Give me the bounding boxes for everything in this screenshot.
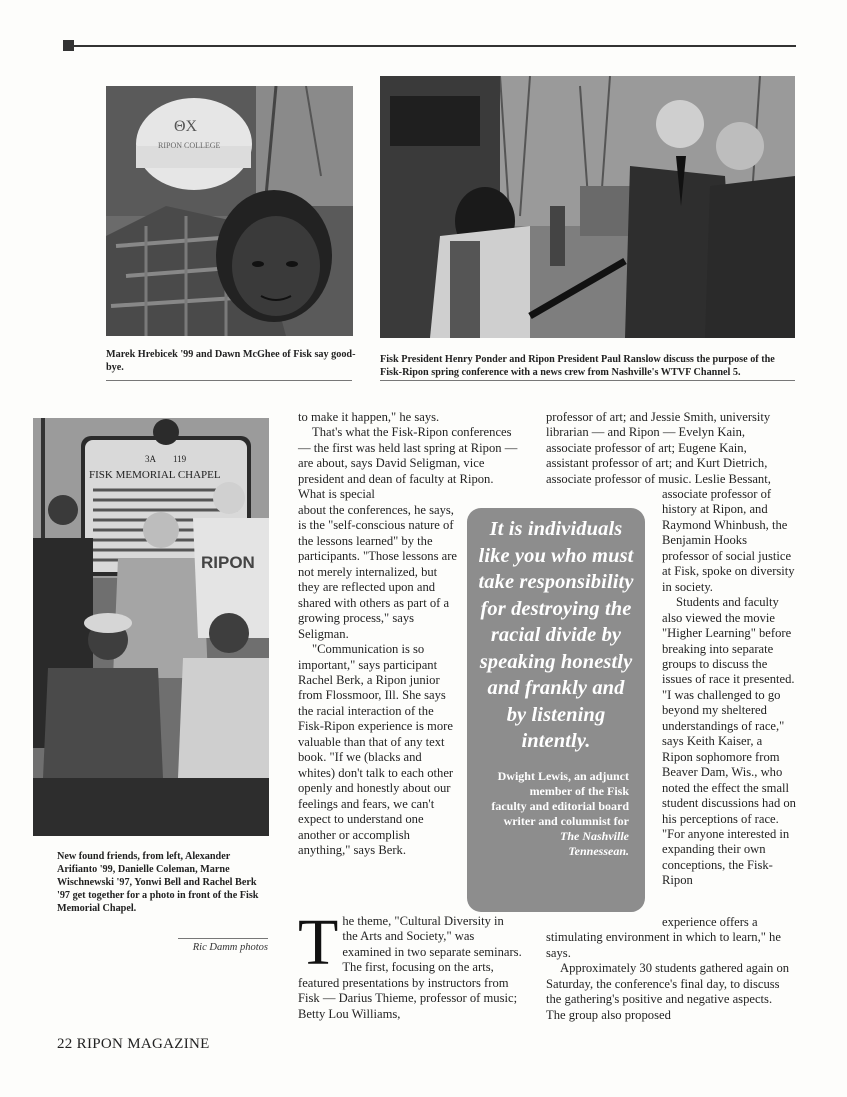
pull-quote-text: It is individuals like you who must take responsibility for destroying the racial divide by speaking honestly and frankly and by listening intently. bbox=[478, 518, 634, 752]
photo-hug bbox=[106, 86, 353, 336]
pull-quote-attribution bbox=[477, 769, 635, 859]
paragraph: That's what the Fisk-Ripon conferences — the first was held last spring at Ripon — are about, says David Seligman, vice president and dean of faculty at Ripon. What is special bbox=[298, 425, 518, 502]
attribution-publication: The Nashville bbox=[560, 828, 629, 843]
photo-group bbox=[33, 418, 269, 836]
photo-group-image bbox=[33, 418, 269, 836]
photo-presidents-image bbox=[380, 76, 795, 338]
attribution-line: faculty and editorial board bbox=[491, 798, 629, 813]
paragraph: about the conferences, he says, is the "self-conscious nature of the lessons learned" by the participants. "Those lessons are not merely internalized, but they are reflected upon and shared with others as part of a growing process," says Seligman. bbox=[298, 503, 458, 641]
drop-cap: T bbox=[298, 906, 339, 979]
paragraph: associate professor of history at Ripon, and Raymond Whinbush, the Benjamin Hooks professor of social justice at Fisk, spoke on diversity in society. bbox=[662, 487, 795, 594]
attribution-line: Dwight Lewis, an adjunct bbox=[497, 768, 629, 783]
paragraph: professor of art; and Jessie Smith, university librarian — and Ripon — Evelyn Kain, associate professor of art; Eugene Kain, assistant professor of art; and Kurt Dietrich, associate professor of music. Leslie Bessant, bbox=[546, 410, 771, 486]
caption-presidents: Fisk President Henry Ponder and Ripon President Paul Ranslow discuss the purpose of the Fisk-Ripon spring conference with a news crew from Nashville's WTVF Channel 5. bbox=[380, 354, 775, 378]
article-theme-section bbox=[298, 906, 522, 1022]
article-column-right-narrow bbox=[662, 487, 796, 889]
paragraph: Approximately 30 students gathered again on Saturday, the conference's final day, to discuss the gathering's positive and negative aspects. The group also proposed bbox=[546, 961, 790, 1022]
attribution-line: writer and columnist for bbox=[503, 813, 629, 828]
paragraph: to make it happen," he says. bbox=[298, 410, 440, 424]
caption-hug: Marek Hrebicek '99 and Dawn McGhee of Fisk say good-bye. bbox=[106, 349, 356, 373]
attribution-publication: Tennessean. bbox=[568, 843, 629, 858]
shirt-text: RIPON bbox=[201, 553, 255, 572]
photo-presidents bbox=[380, 76, 795, 338]
caption-rule-hug bbox=[106, 380, 352, 381]
paragraph: "Communication is so important," says participant Rachel Berk, a Ripon junior from Flossmoor, Ill. She says the racial interaction of the Fisk-Ripon experience is more valuable than that of any text book. "If we (blacks and whites) don't talk to each other openly and honestly about our feelings and fears, we can't expect to understand one another or accomplish anything," says Berk. bbox=[298, 642, 454, 857]
marker-number: 3A bbox=[145, 454, 156, 464]
article-column-middle bbox=[298, 410, 520, 503]
photo-hug-image bbox=[106, 86, 353, 336]
caption-group: New found friends, from left, Alexander Arifianto '99, Danielle Coleman, Marne Wischnewski '97, Yonwi Bell and Rachel Berk '97 get together for a photo in front of the Fisk Memorial Chapel. bbox=[57, 851, 259, 914]
page-folio: 22 RIPON MAGAZINE bbox=[57, 1036, 210, 1052]
paragraph: experience offers a stimulating environment in which to learn," he says. bbox=[546, 915, 781, 960]
marker-code: 119 bbox=[173, 454, 187, 464]
paragraph: he theme, "Cultural Diversity in the Arts and Society," was examined in two separate seminars. The first, focusing on the arts, featured presentations by instructors from Fisk — Darius Thieme, professor of music; Betty Lou Williams, bbox=[298, 914, 522, 1021]
cap-letters: ΘX bbox=[174, 118, 198, 135]
pull-quote bbox=[467, 508, 645, 912]
article-column-right-bottom bbox=[546, 915, 792, 1023]
header-rule bbox=[63, 45, 796, 47]
credit-rule bbox=[178, 938, 268, 939]
cap-college: RIPON COLLEGE bbox=[158, 141, 221, 150]
photo-credit: Ric Damm photos bbox=[192, 942, 268, 953]
paragraph: Students and faculty also viewed the movie "Higher Learning" before breaking into separate groups to discuss the issues of race it presented. "I was challenged to go beyond my sheltered understandings of race," says Keith Kaiser, a Ripon sophomore from Beaver Dam, Wis., who noted the effect the small student discussions had on his perceptions of race. "For anyone interested in expanding their own conceptions, the Fisk-Ripon bbox=[662, 595, 796, 888]
caption-rule-presidents bbox=[380, 380, 795, 381]
attribution-line: member of the Fisk bbox=[529, 783, 629, 798]
marker-title: FISK MEMORIAL CHAPEL bbox=[89, 469, 221, 481]
article-column-middle-narrow bbox=[298, 503, 458, 858]
article-column-right bbox=[546, 410, 792, 487]
